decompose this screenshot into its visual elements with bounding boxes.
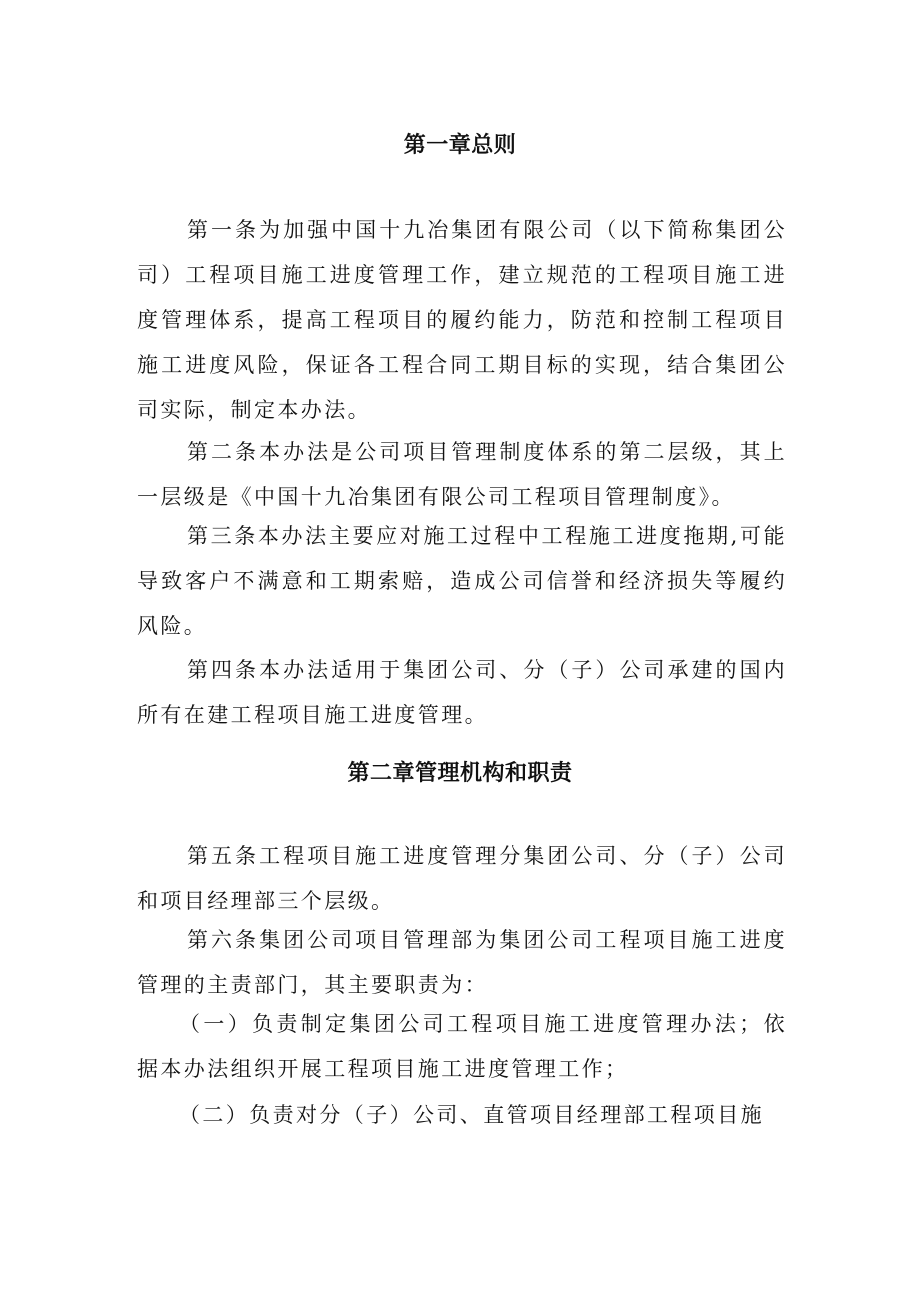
article-3: 第三条本办法主要应对施工过程中工程施工进度拖期,可能导致客户不满意和工期索赔，造成公司信誉和经济损失等履约风险。 <box>137 524 787 638</box>
article-2: 第二条本办法是公司项目管理制度体系的第二层级，其上一层级是《中国十九冶集团有限公司工程项目管理制度》。 <box>137 440 787 509</box>
chapter-2-title: 第二章管理机构和职责 <box>347 761 573 786</box>
duty-item-1: （一）负责制定集团公司工程项目施工进度管理办法；依据本办法组织开展工程项目施工进度管理工作； <box>137 1012 787 1081</box>
article-4: 第四条本办法适用于集团公司、分（子）公司承建的国内所有在建工程项目施工进度管理。 <box>137 658 787 727</box>
article-5: 第五条工程项目施工进度管理分集团公司、分（子）公司和项目经理部三个层级。 <box>137 844 787 913</box>
article-1: 第一条为加强中国十九冶集团有限公司（以下简称集团公司）工程项目施工进度管理工作，建立规范的工程项目施工进度管理体系，提高工程项目的履约能力，防范和控制工程项目施工进度风险，保证各工程合同工期目标的实现，结合集团公司实际，制定本办法。 <box>137 218 787 422</box>
duty-item-2: （二）负责对分（子）公司、直管项目经理部工程项目施 <box>179 1103 764 1127</box>
chapter-1-title: 第一章总则 <box>403 133 517 158</box>
article-6: 第六条集团公司项目管理部为集团公司工程项目施工进度管理的主责部门，其主要职责为： <box>137 928 787 997</box>
